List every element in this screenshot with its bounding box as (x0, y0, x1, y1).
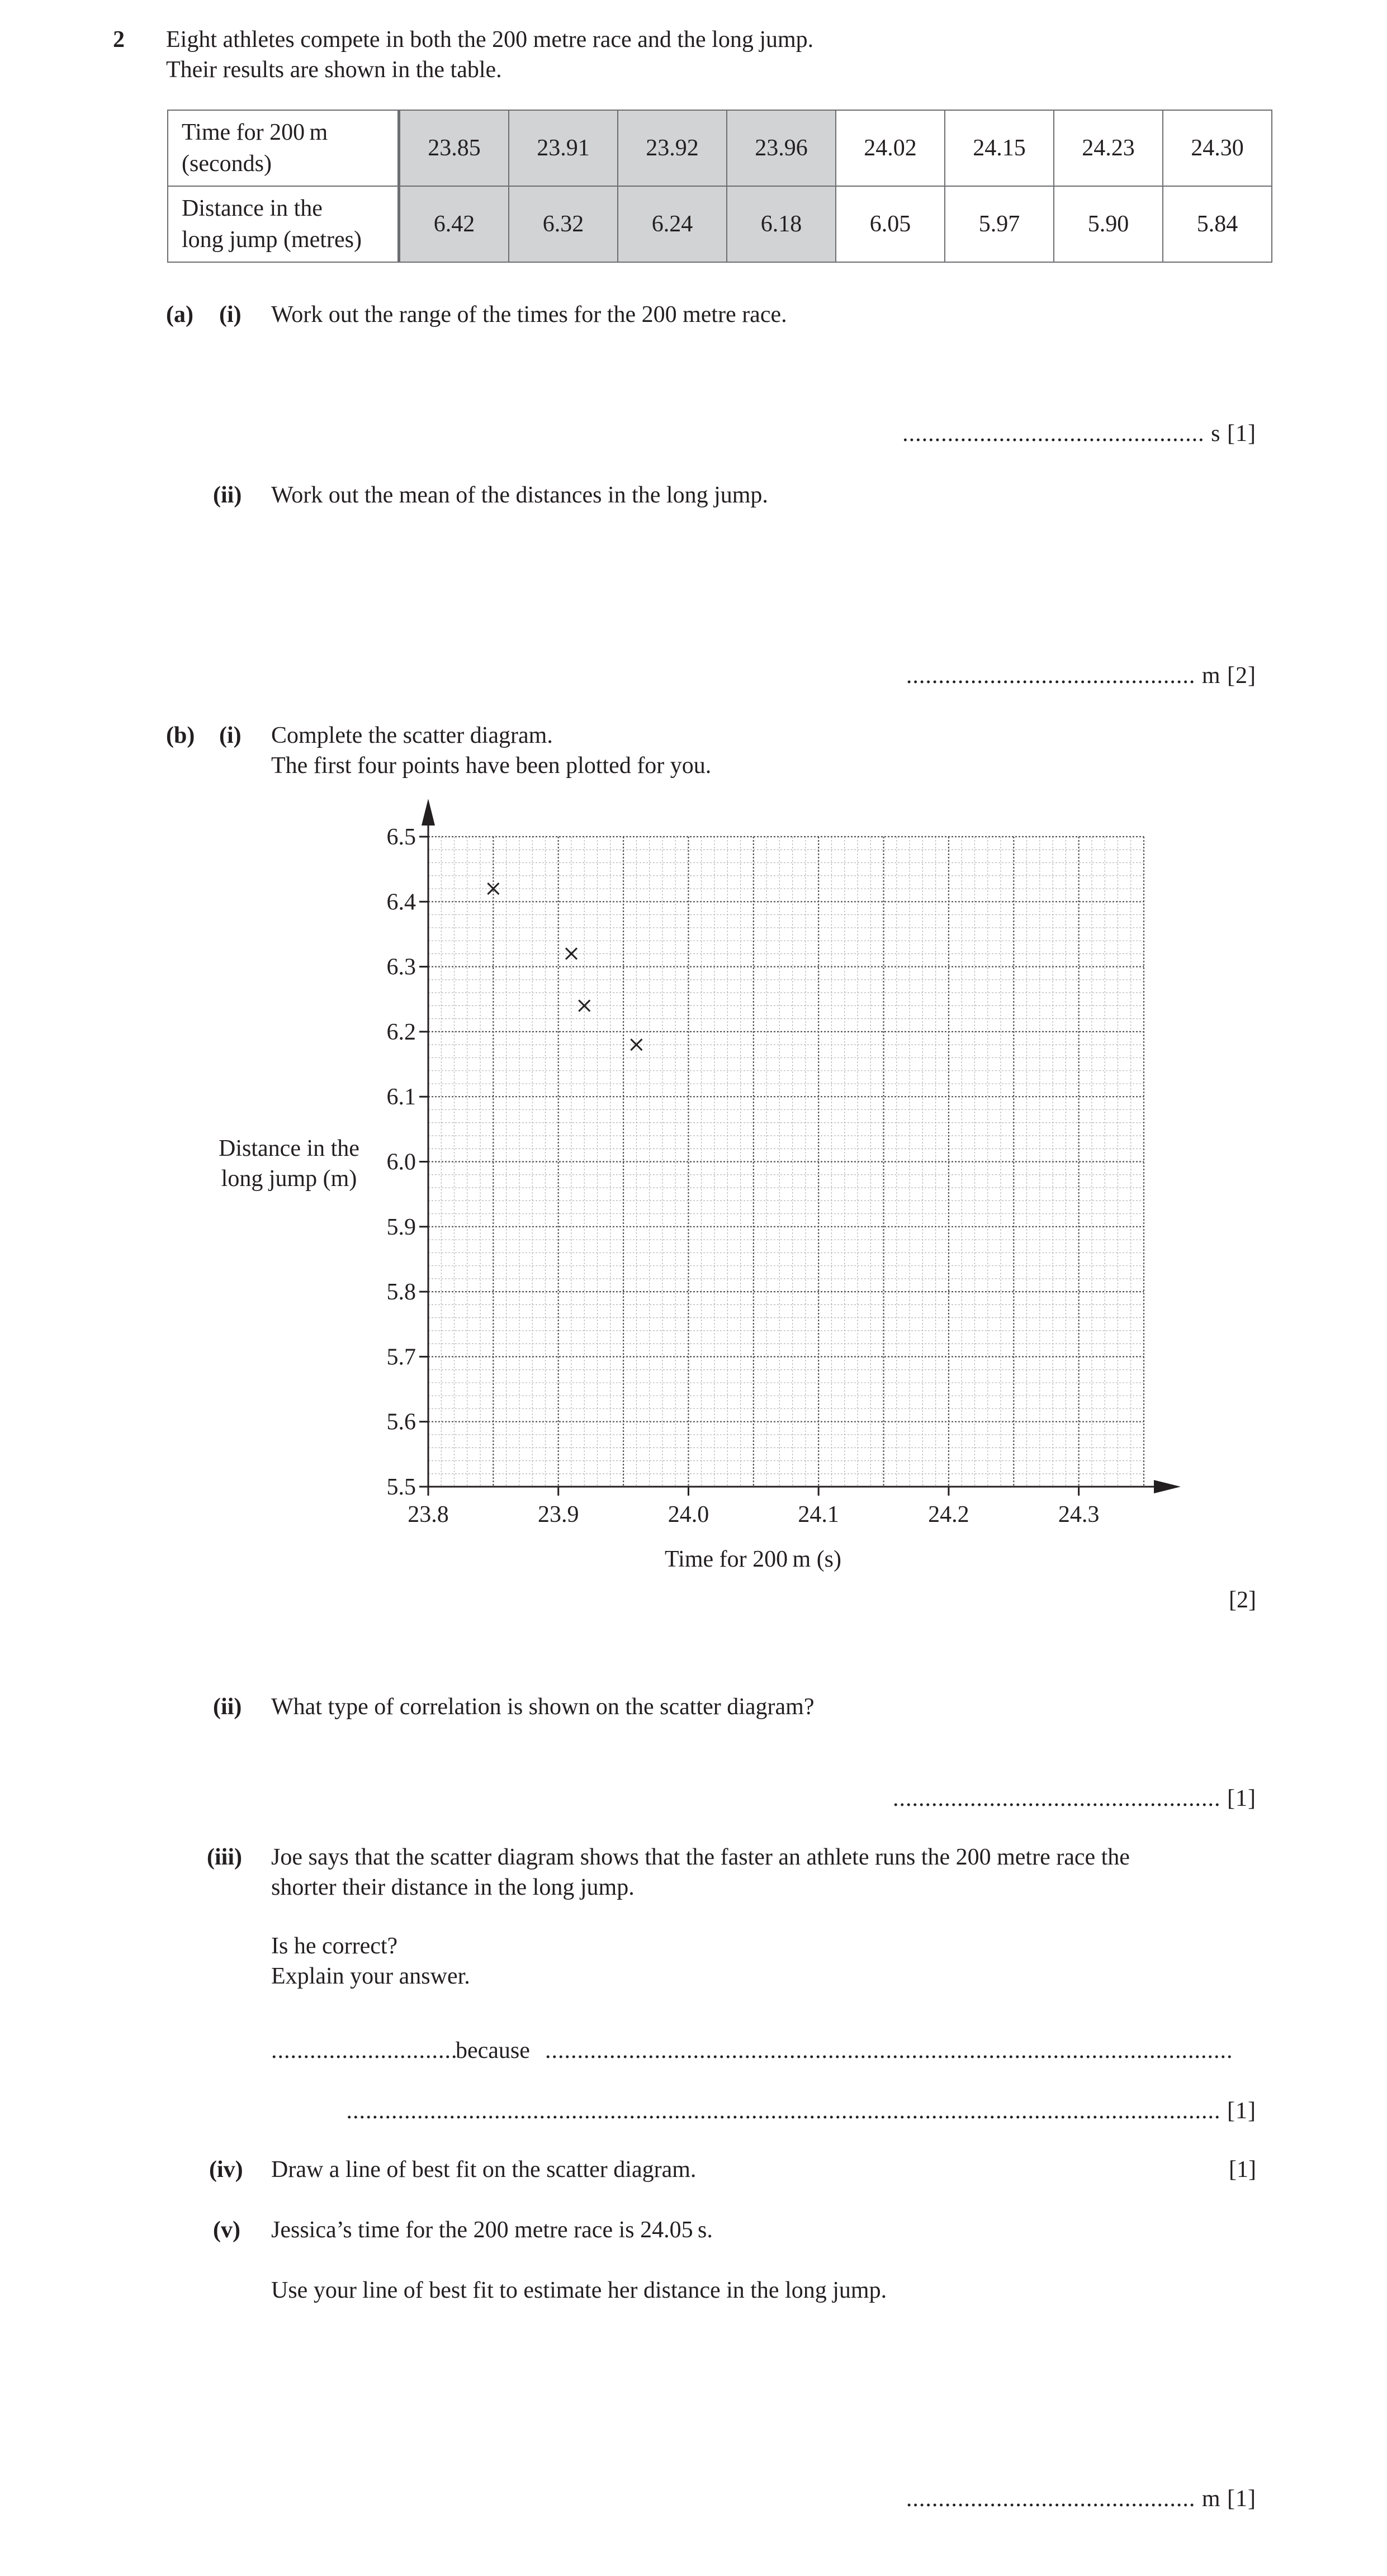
times-row-header (168, 110, 399, 186)
x-tick-label: 23.8 (408, 1502, 449, 1527)
x-axis-arrow (1154, 1480, 1181, 1493)
y-tick-label: 6.1 (386, 1084, 416, 1111)
table-row-times (168, 110, 1272, 186)
part-b-iii-text-2: shorter their distance in the long jump. (271, 1875, 635, 1900)
y-tick-label: 5.5 (386, 1474, 416, 1500)
y-tick-label: 5.7 (386, 1344, 416, 1370)
part-b-v-label: (v) (213, 2217, 240, 2243)
y-tick-labels (387, 824, 416, 1500)
part-a-ii-text: Work out the mean of the distances in the long jump. (271, 482, 768, 508)
y-tick-label: 5.8 (386, 1279, 416, 1306)
part-b-label: (b) (166, 723, 195, 748)
part-b-iii-question-1: Is he correct? (271, 1933, 398, 1959)
time-cell: 23.85 (399, 110, 509, 186)
x-tick-label: 23.9 (537, 1502, 579, 1527)
part-b-iv-marks: [1] (1229, 2157, 1256, 2183)
tick-marks (419, 837, 1079, 1496)
part-b-iii-answer-reason[interactable]: ........................................................................................................... (545, 2038, 1233, 2063)
time-cell: 24.02 (836, 110, 945, 186)
intro-line-1: Eight athletes compete in both the 200 metre race and the long jump. (166, 27, 814, 53)
y-tick-label: 6.4 (386, 889, 416, 915)
part-a-i-label: (i) (219, 302, 242, 328)
time-cell: 23.96 (727, 110, 836, 186)
data-points (487, 883, 642, 1050)
time-cell: 23.92 (618, 110, 727, 186)
part-b-i-label: (i) (219, 723, 242, 748)
distance-cell: 5.97 (945, 186, 1054, 262)
y-axis-title-line1: Distance in the (219, 1136, 359, 1161)
time-cell: 24.23 (1054, 110, 1163, 186)
part-b-i-marks: [2] (1229, 1587, 1256, 1613)
part-b-ii-text: What type of correlation is shown on the scatter diagram? (271, 1694, 815, 1720)
part-b-v-answer-line[interactable]: ............................................. m [1] (906, 2486, 1256, 2512)
part-b-iii-text-1: Joe says that the scatter diagram shows that the faster an athlete runs the 200 metre race the (271, 1844, 1130, 1870)
part-b-v-text: Jessica’s time for the 200 metre race is 24.05 s. (271, 2217, 713, 2243)
time-cell: 24.15 (945, 110, 1054, 186)
scatter-diagram[interactable] (0, 799, 1387, 1582)
part-b-iv-label: (iv) (209, 2157, 243, 2183)
distances-header-line1: Distance in the (182, 196, 323, 221)
part-a-i-answer-line[interactable]: ............................................... s [1] (902, 421, 1256, 447)
intro-line-2: Their results are shown in the table. (166, 57, 502, 83)
part-b-iii-because: because (456, 2038, 530, 2063)
table-row-distances (168, 186, 1272, 262)
distances-header-line2: long jump (metres) (182, 227, 362, 253)
x-tick-labels (408, 1502, 1099, 1527)
part-b-ii-answer-line[interactable]: ................................................... [1] (893, 1786, 1256, 1811)
results-table (167, 110, 1272, 263)
y-tick-label: 6.0 (386, 1149, 416, 1175)
part-b-v-text-2: Use your line of best fit to estimate her distance in the long jump. (271, 2278, 887, 2303)
y-tick-label: 5.9 (386, 1214, 416, 1240)
times-header-line2: (seconds) (182, 151, 272, 177)
y-tick-label: 6.2 (386, 1019, 416, 1045)
y-axis-title-line2: long jump (m) (221, 1166, 357, 1192)
y-tick-label: 6.5 (386, 824, 416, 850)
distance-cell: 5.84 (1163, 186, 1272, 262)
major-gridlines (428, 837, 1144, 1487)
part-a-ii-answer-line[interactable]: ............................................. m [2] (906, 663, 1256, 689)
time-cell: 24.30 (1163, 110, 1272, 186)
part-b-iii-answer-line-2[interactable]: ........................................................................................................................................ [1] (346, 2098, 1256, 2124)
part-a-i-text: Work out the range of the times for the 200 metre race. (271, 302, 787, 328)
distances-row-header (168, 186, 399, 262)
x-tick-label: 24.0 (668, 1502, 709, 1527)
times-header-line1: Time for 200 m (182, 120, 328, 145)
axes (422, 799, 1181, 1493)
y-tick-label: 6.3 (386, 954, 416, 980)
x-tick-label: 24.3 (1058, 1502, 1100, 1527)
part-b-i-text-2: The first four points have been plotted for you. (271, 753, 712, 779)
part-a-label: (a) (166, 302, 193, 328)
y-tick-label: 5.6 (386, 1409, 416, 1435)
distance-cell: 6.05 (836, 186, 945, 262)
distance-cell: 5.90 (1054, 186, 1163, 262)
part-b-iii-label: (iii) (207, 1844, 242, 1870)
part-b-ii-label: (ii) (213, 1694, 242, 1720)
part-b-i-text-1: Complete the scatter diagram. (271, 723, 553, 748)
part-a-ii-label: (ii) (213, 482, 242, 508)
part-b-iv-text: Draw a line of best fit on the scatter diagram. (271, 2157, 697, 2183)
y-axis-arrow (422, 799, 435, 826)
part-b-iii-question-2: Explain your answer. (271, 1963, 470, 1989)
x-axis-title: Time for 200 m (s) (664, 1546, 842, 1572)
distance-cell: 6.42 (399, 186, 509, 262)
x-tick-label: 24.1 (798, 1502, 839, 1527)
distance-cell: 6.18 (727, 186, 836, 262)
distance-cell: 6.32 (509, 186, 618, 262)
x-tick-label: 24.2 (928, 1502, 969, 1527)
time-cell: 23.91 (509, 110, 618, 186)
part-b-iii-answer-yes-no[interactable]: ............................. (271, 2038, 458, 2063)
distance-cell: 6.24 (618, 186, 727, 262)
question-number: 2 (113, 27, 125, 53)
